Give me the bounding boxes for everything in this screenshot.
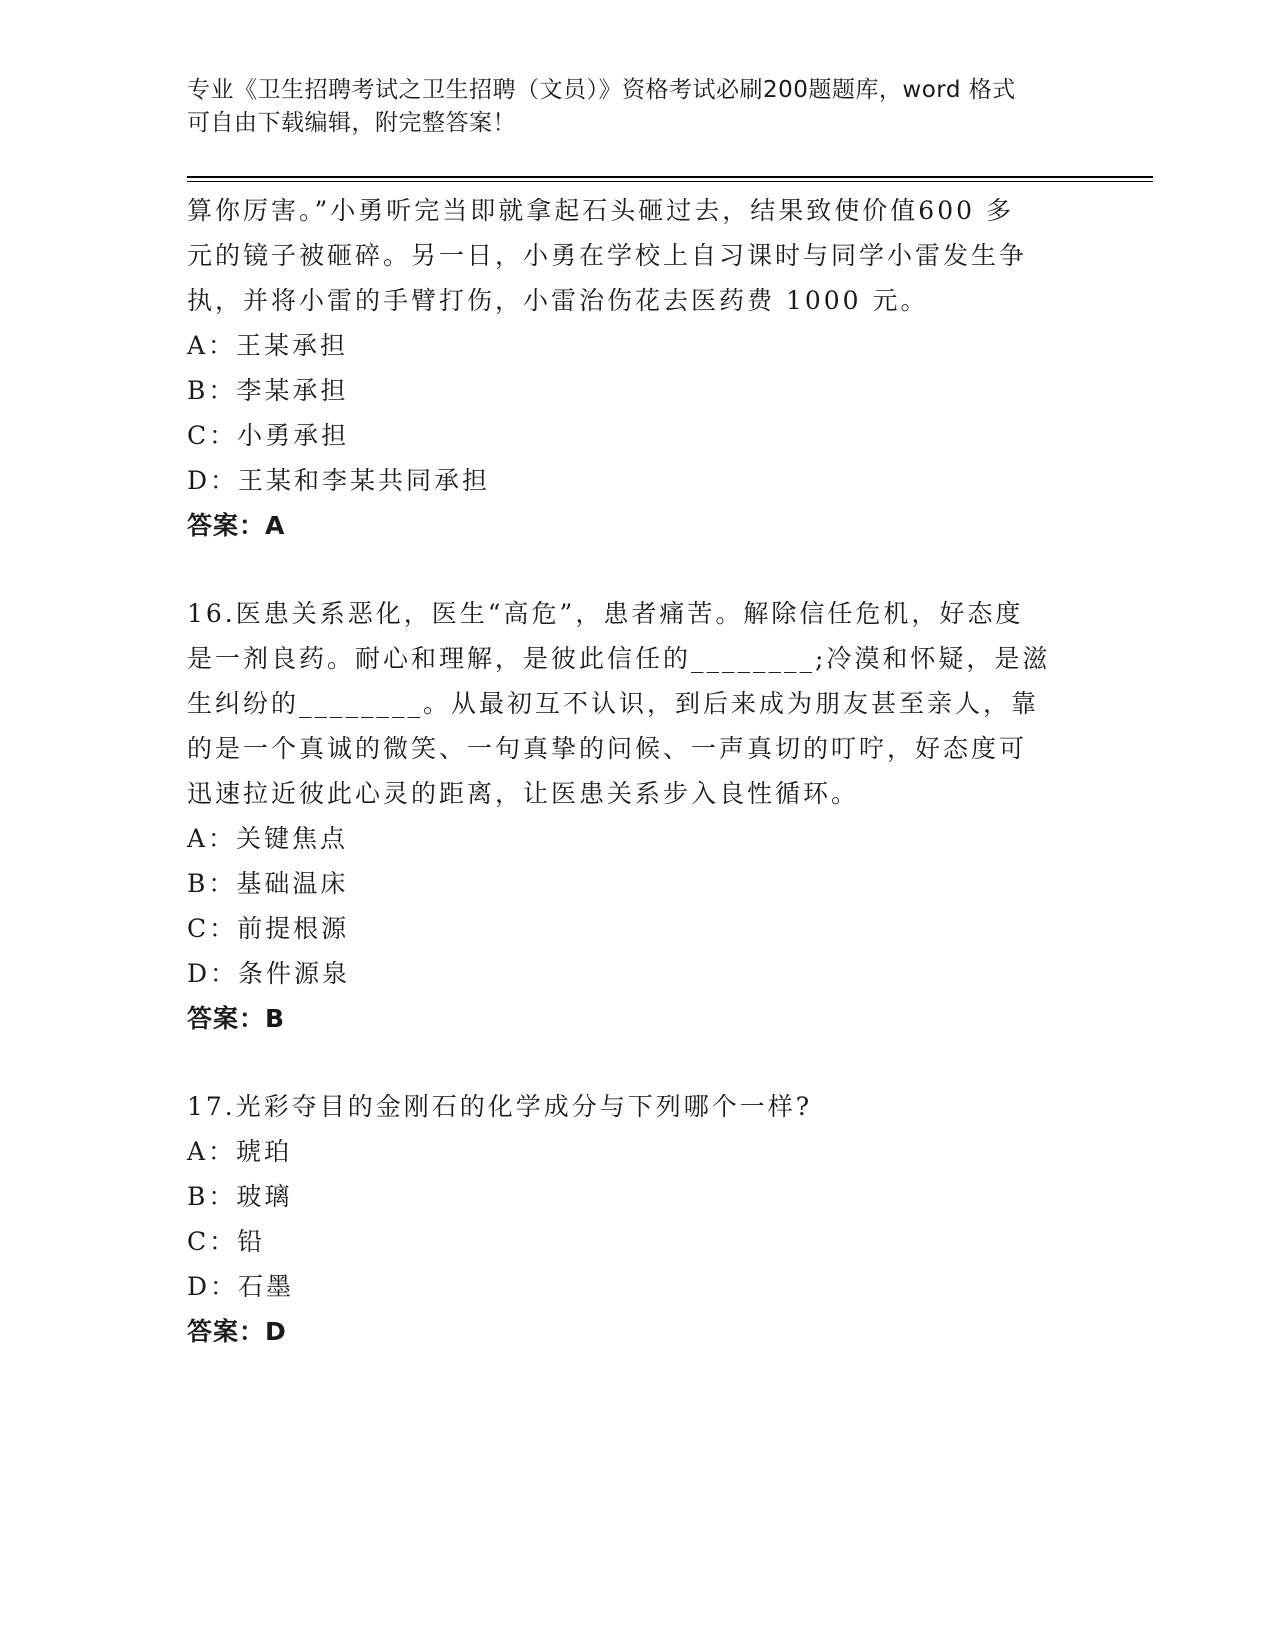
option-c: C：前提根源 <box>187 914 350 943</box>
question-text-line: 元的镜子被砸碎。另一日，小勇在学校上自习课时与同学小雷发生争 <box>187 241 1028 270</box>
answer: 答案：A <box>187 511 286 540</box>
question-17 <box>187 1084 1087 1354</box>
question-text-line: 算你厉害。”小勇听完当即就拿起石头砸过去，结果致使价值600 多 <box>187 196 1014 225</box>
option-c: C：小勇承担 <box>187 421 350 450</box>
option-b: B：李某承担 <box>187 376 349 405</box>
document-body <box>187 188 1087 1354</box>
header-line-1: 专业《卫生招聘考试之卫生招聘（文员）》资格考试必刷200题题库，word 格式 <box>187 77 1016 103</box>
question-text-line: 执，并将小雷的手臂打伤，小雷治伤花去医药费 1000 元。 <box>187 286 929 315</box>
question-text-line: 的是一个真诚的微笑、一句真挚的问候、一声真切的叮咛，好态度可 <box>187 734 1028 763</box>
answer: 答案：B <box>187 1004 286 1033</box>
option-a: A：关键焦点 <box>187 824 349 853</box>
option-b: B：基础温床 <box>187 869 349 898</box>
option-d: D：条件源泉 <box>187 959 351 988</box>
question-15 <box>187 188 1087 548</box>
header-line-2: 可自由下载编辑，附完整答案！ <box>187 110 516 136</box>
answer: 答案：D <box>187 1317 287 1346</box>
question-text-line: 迅速拉近彼此心灵的距离，让医患关系步入良性循环。 <box>187 779 860 808</box>
question-text-line: 是一剂良药。耐心和理解，是彼此信任的________;冷漠和怀疑，是滋 <box>187 644 1051 673</box>
header-rule-thin <box>187 181 1153 182</box>
option-d: D：王某和李某共同承担 <box>187 466 491 495</box>
document-header <box>187 74 1087 140</box>
spacer <box>187 1041 1087 1084</box>
option-d: D：石墨 <box>187 1272 295 1301</box>
spacer <box>187 548 1087 591</box>
option-a: A：王某承担 <box>187 331 349 360</box>
question-16 <box>187 591 1087 1041</box>
question-text-line: 16.医患关系恶化，医生“高危”，患者痛苦。解除信任危机，好态度 <box>187 599 1024 628</box>
question-text-line: 生纠纷的________。从最初互不认识，到后来成为朋友甚至亲人，靠 <box>187 689 1040 718</box>
option-b: B：玻璃 <box>187 1182 293 1211</box>
question-text-line: 17.光彩夺目的金刚石的化学成分与下列哪个一样? <box>187 1092 813 1121</box>
option-c: C：铅 <box>187 1227 266 1256</box>
header-rule-thick <box>187 176 1153 178</box>
option-a: A：琥珀 <box>187 1137 293 1166</box>
